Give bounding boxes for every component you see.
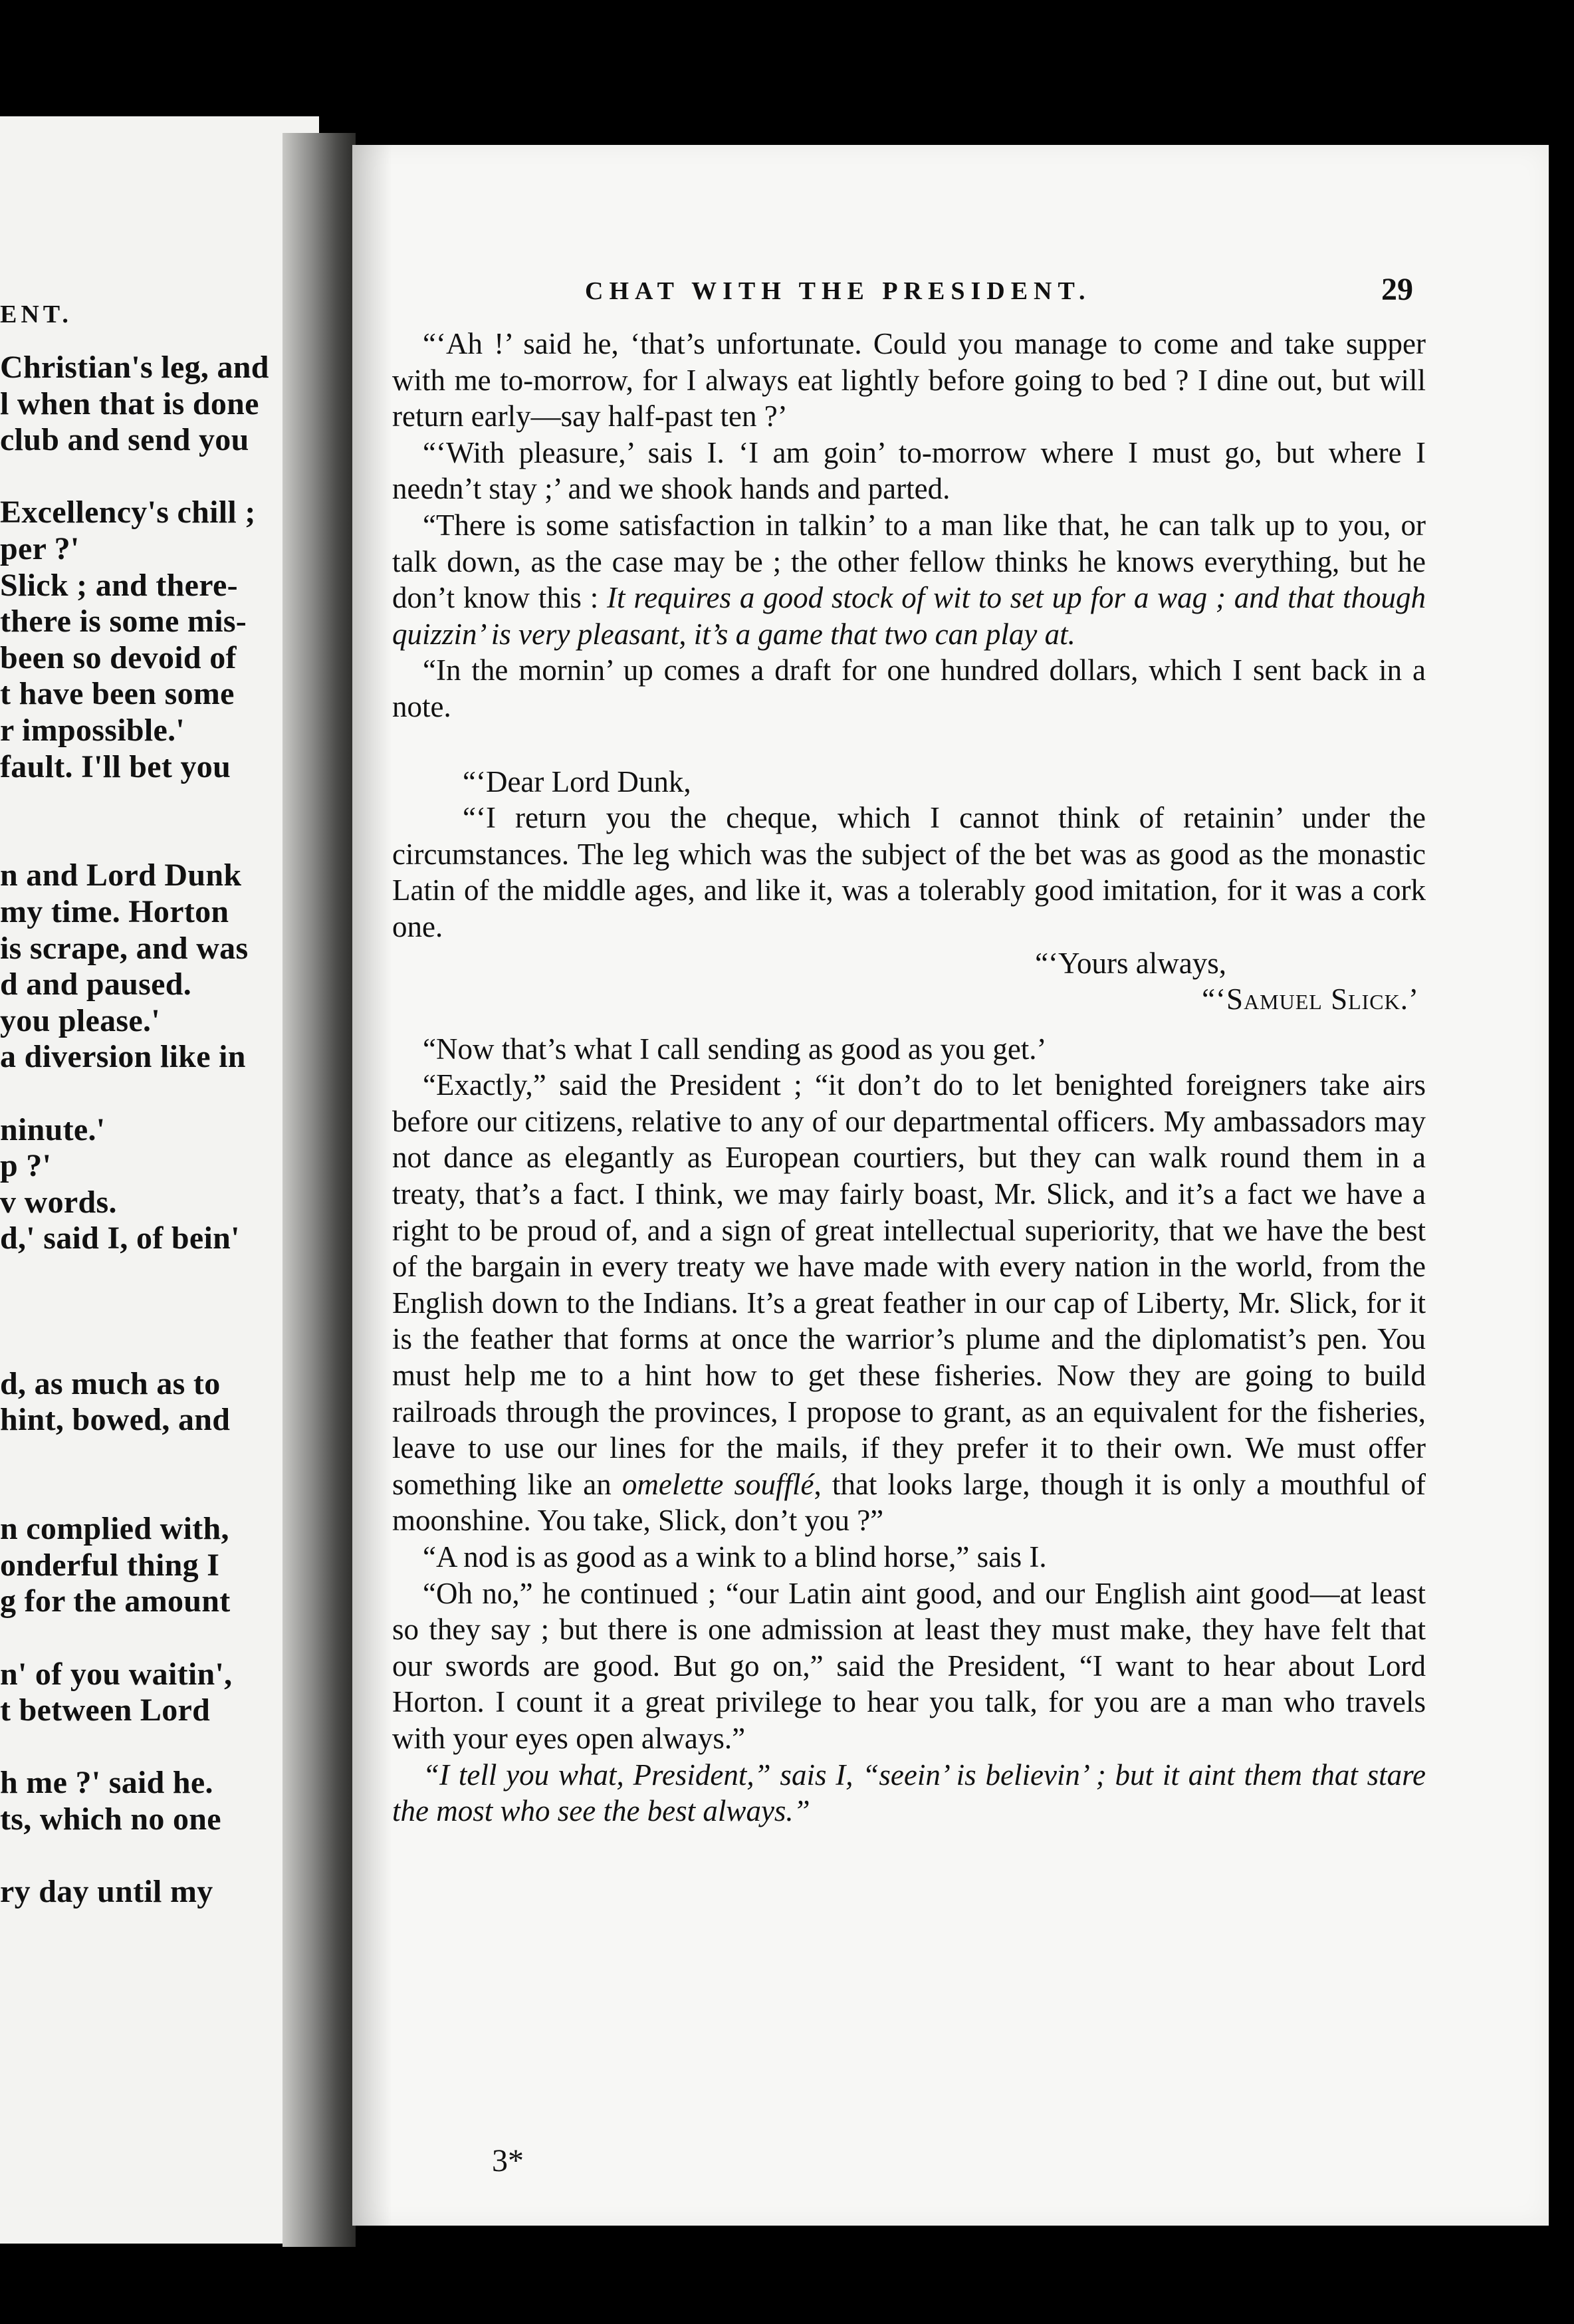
letter-closing: “‘Yours always, — [1035, 946, 1226, 980]
paragraph: “A nod is as good as a wink to a blind horse,” sais I. — [423, 1540, 1047, 1573]
left-page-line: h me ?' said he. — [0, 1765, 213, 1801]
left-running-head: ENT. — [0, 300, 72, 328]
left-page-line: Excellency's chill ; — [0, 495, 256, 530]
left-page-line: ninute.' — [0, 1111, 106, 1147]
letter-body: “‘I return you the cheque, which I cannot think of retainin’ under the circumstances. The leg which was the subject of the bet was as good as the monastic Latin of the middle ages, and like it, was a tolerably good imitation, for it was a cork one. — [392, 801, 1426, 943]
page-number: 29 — [1381, 272, 1413, 307]
signature-mark: 3* — [492, 2143, 524, 2178]
left-page-line: club and send you — [0, 422, 249, 458]
left-page-line: you please.' — [0, 1002, 160, 1038]
left-page-line: there is some mis- — [0, 604, 247, 639]
left-page-line: been so devoid of — [0, 639, 237, 675]
left-page-line: hint, bowed, and — [0, 1402, 231, 1438]
left-page-line: n complied with, — [0, 1511, 229, 1547]
left-page-line: t have been some — [0, 676, 235, 712]
paragraph: “There is some satisfaction in talkin’ to a man like that, he can talk up to you, or talk down, as the case may be ; the other fellow thinks he knows everything, but he don’t know this : It requires a good stock of wit to set up for a wag ; and that though quizzin’ is very pleasant, it’s a game that two can play at. — [392, 508, 1426, 651]
left-page-line: v words. — [0, 1184, 117, 1220]
left-page-line: d,' said I, of bein' — [0, 1220, 240, 1256]
book-gutter-shadow — [282, 133, 356, 2247]
left-page-line: r impossible.' — [0, 713, 185, 748]
left-page-line: l when that is done — [0, 386, 259, 421]
paragraph: “‘Ah !’ said he, ‘that’s unfortunate. Could you manage to come and take supper with me to-morrow, for I always eat lightly before going to bed ? I dine out, but will return early—say half-past ten ?’ — [392, 327, 1426, 433]
left-page-line: d and paused. — [0, 967, 192, 1002]
left-page-line: my time. Horton — [0, 894, 229, 929]
italic-quote: It requires a good stock of wit to set up for a wag ; and that though quizzin’ is very pleasant, it’s a game that two can play at. — [392, 581, 1426, 651]
paragraph: “Exactly,” said the President ; “it don’t do to let benighted foreigners take airs before our citizens, relative to any of our departmental officers. My ambassadors may not dance as elegantly as European courtiers, but they can walk round them in a treaty, that’s a fact. I think, we may fairly boast, Mr. Slick, and it’s a fact we have a right to be proud of, and a sign of great intellectual superiority, that we have the best of the bargain in every treaty we have made with every nation in the world, from the English down to the Indians. It’s a great feather in our cap of Liberty, Mr. Slick, for it is the feather that forms at once the warrior’s plume and the diplomatist’s pen. You must help me to a hint how to get these fisheries. Now they are going to build railroads through the provinces, I propose to grant, as an equivalent for the fisheries, leave to use our lines for the mails, if they prefer it to their own. We must offer something like an omelette soufflé, that looks large, though it is only a mouthful of moonshine. You take, Slick, don’t you ?” — [392, 1068, 1426, 1538]
letter-salutation: “‘Dear Lord Dunk, — [463, 764, 691, 798]
left-page-line: fault. I'll bet you — [0, 749, 231, 784]
left-page-line: p ?' — [0, 1148, 52, 1184]
left-page-line: t between Lord — [0, 1692, 211, 1728]
paragraph: “In the mornin’ up comes a draft for one hundred dollars, which I sent back in a note. — [392, 653, 1426, 723]
paragraph: “‘With pleasure,’ sais I. ‘I am goin’ to-morrow where I must go, but where I needn’t stay ;’ and we shook hands and parted. — [392, 435, 1426, 506]
left-page-line: n and Lord Dunk — [0, 858, 242, 893]
left-page-line: onderful thing I — [0, 1547, 220, 1583]
right-page — [352, 145, 1549, 2226]
left-page-line: Slick ; and there- — [0, 567, 238, 603]
paragraph: “Now that’s what I call sending as good as you get.’ — [423, 1032, 1047, 1066]
paragraph: “I tell you what, President,” sais I, “seein’ is believin’ ; but it aint them that stare the most who see the best always.” — [392, 1758, 1426, 1828]
left-page-line: ry day until my — [0, 1874, 213, 1910]
left-page-line: is scrape, and was — [0, 930, 249, 966]
paragraph: “Oh no,” he continued ; “our Latin aint good, and our English aint good—at least so they say ; but there is one admission at least they must make, they have felt that our swords are good. But go on,” said the President, “I want to hear about Lord Horton. I count it a great privilege to hear you talk, for you are a man who travels with your eyes open always.” — [392, 1576, 1426, 1755]
letter-signature: “‘Samuel Slick.’ — [1202, 983, 1419, 1016]
left-page-line: Christian's leg, and — [0, 350, 269, 385]
left-page-line: ts, which no one — [0, 1801, 221, 1837]
left-page-line: a diversion like in — [0, 1039, 246, 1075]
left-page-line: g for the amount — [0, 1583, 231, 1619]
left-page-line: d, as much as to — [0, 1365, 221, 1401]
page-edge-shadow — [352, 145, 392, 2226]
running-head: CHAT WITH THE PRESIDENT. — [585, 277, 1091, 305]
body-text — [392, 326, 1426, 1829]
left-page-line: per ?' — [0, 531, 80, 566]
left-page — [0, 116, 319, 2244]
left-page-line: n' of you waitin', — [0, 1656, 233, 1692]
